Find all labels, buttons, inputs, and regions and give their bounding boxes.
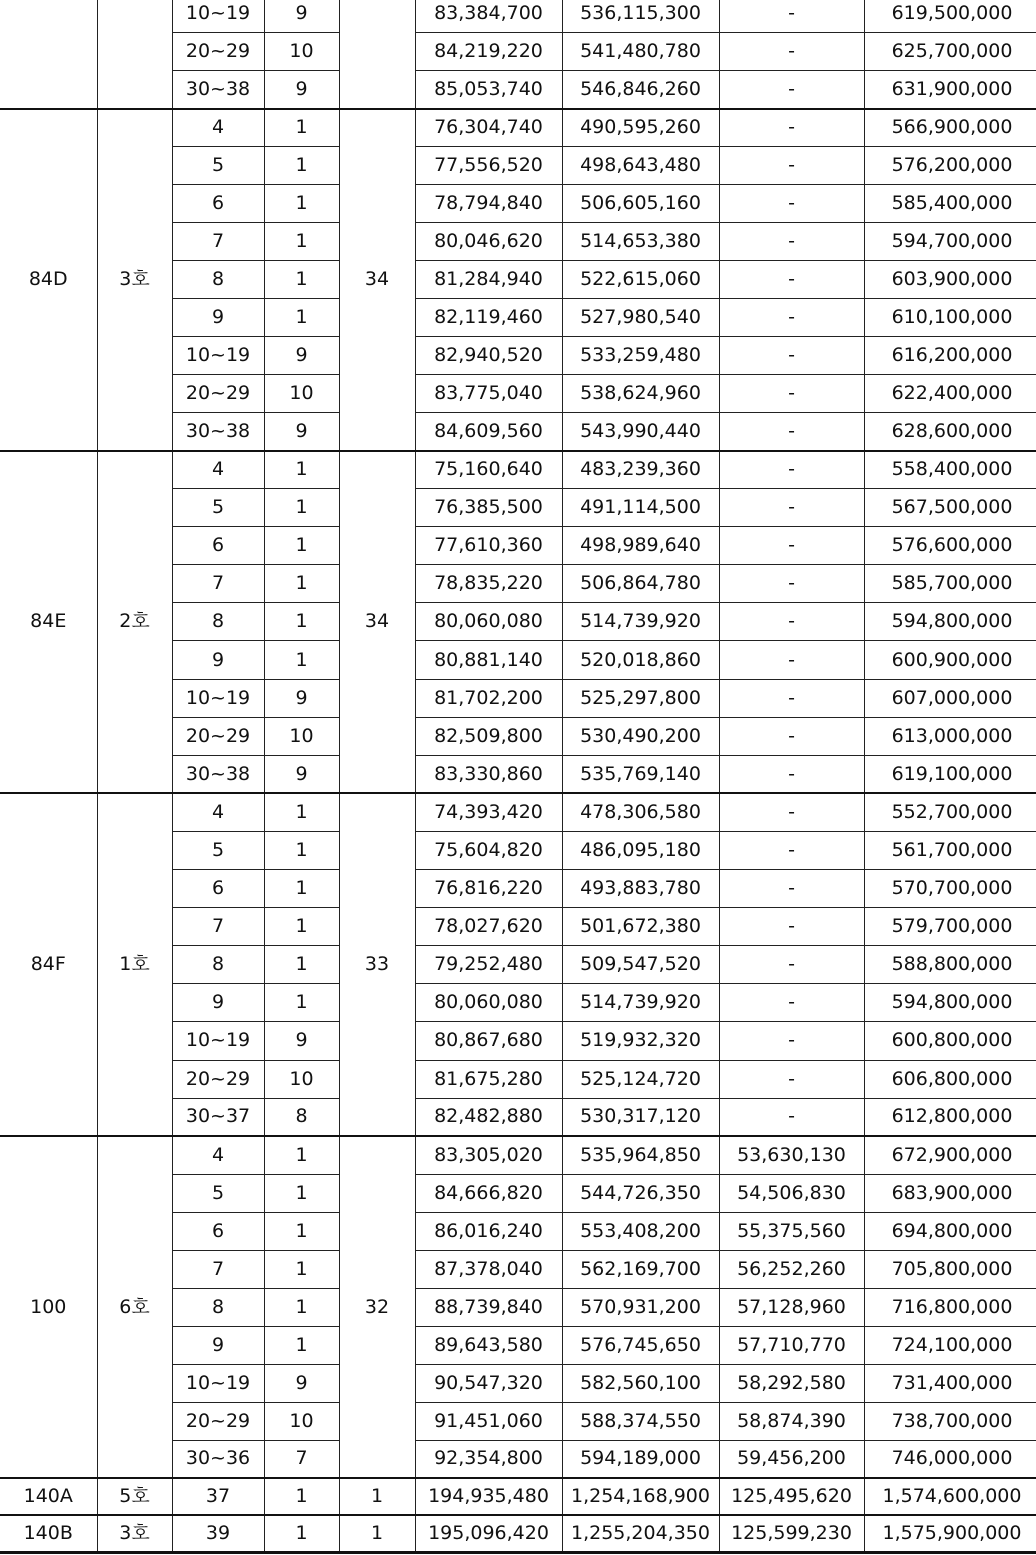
total-price-cell: 594,700,000 (864, 223, 1036, 261)
total-price-cell: 585,400,000 (864, 185, 1036, 223)
group-total-cell: 34 (339, 109, 415, 451)
building-price-cell: 553,408,200 (562, 1212, 719, 1250)
building-price-cell: 522,615,060 (562, 261, 719, 299)
count-cell: 1 (264, 223, 339, 261)
floor-cell: 8 (172, 261, 264, 299)
count-cell: 8 (264, 1098, 339, 1136)
land-price-cell: 77,556,520 (415, 147, 562, 185)
count-cell: 1 (264, 831, 339, 869)
total-price-cell: 558,400,000 (864, 451, 1036, 489)
count-cell: 1 (264, 109, 339, 147)
count-cell: 1 (264, 451, 339, 489)
count-cell: 1 (264, 261, 339, 299)
count-cell: 7 (264, 1440, 339, 1478)
vat-cell: - (719, 603, 864, 641)
vat-cell: - (719, 946, 864, 984)
total-price-cell: 613,000,000 (864, 717, 1036, 755)
unit-type-cell: 140B (0, 1515, 97, 1552)
building-price-cell: 588,374,550 (562, 1402, 719, 1440)
total-price-cell: 628,600,000 (864, 413, 1036, 451)
count-cell: 9 (264, 755, 339, 793)
land-price-cell: 80,867,680 (415, 1022, 562, 1060)
building-price-cell: 1,255,204,350 (562, 1515, 719, 1552)
floor-cell: 30~38 (172, 755, 264, 793)
building-price-cell: 536,115,300 (562, 0, 719, 33)
land-price-cell: 84,219,220 (415, 33, 562, 71)
building-price-cell: 514,653,380 (562, 223, 719, 261)
building-price-cell: 514,739,920 (562, 984, 719, 1022)
building-price-cell: 533,259,480 (562, 337, 719, 375)
count-cell: 1 (264, 1288, 339, 1326)
building-price-cell: 520,018,860 (562, 641, 719, 679)
count-cell: 1 (264, 1326, 339, 1364)
floor-cell: 7 (172, 1250, 264, 1288)
land-price-cell: 92,354,800 (415, 1440, 562, 1478)
building-price-cell: 525,297,800 (562, 679, 719, 717)
table-row (0, 0, 1036, 33)
table-row (0, 1515, 1036, 1552)
land-price-cell: 86,016,240 (415, 1212, 562, 1250)
total-price-cell: 576,600,000 (864, 527, 1036, 565)
floor-cell: 10~19 (172, 679, 264, 717)
land-price-cell: 80,881,140 (415, 641, 562, 679)
land-price-cell: 78,794,840 (415, 185, 562, 223)
table-row (0, 451, 1036, 489)
land-price-cell: 83,775,040 (415, 375, 562, 413)
floor-cell: 8 (172, 1288, 264, 1326)
land-price-cell: 83,330,860 (415, 755, 562, 793)
floor-cell: 10~19 (172, 1022, 264, 1060)
building-price-cell: 506,605,160 (562, 185, 719, 223)
total-price-cell: 610,100,000 (864, 299, 1036, 337)
total-price-cell: 603,900,000 (864, 261, 1036, 299)
vat-cell: - (719, 565, 864, 603)
building-price-cell: 543,990,440 (562, 413, 719, 451)
total-price-cell: 576,200,000 (864, 147, 1036, 185)
floor-cell: 7 (172, 565, 264, 603)
count-cell: 1 (264, 793, 339, 831)
group-total-cell: 32 (339, 1136, 415, 1478)
floor-cell: 20~29 (172, 375, 264, 413)
unit-type-cell: 140A (0, 1478, 97, 1515)
total-price-cell: 612,800,000 (864, 1098, 1036, 1136)
building-price-cell: 498,989,640 (562, 527, 719, 565)
vat-cell: - (719, 1098, 864, 1136)
count-cell: 1 (264, 527, 339, 565)
vat-cell: - (719, 793, 864, 831)
floor-cell: 6 (172, 1212, 264, 1250)
building-price-cell: 509,547,520 (562, 946, 719, 984)
count-cell: 9 (264, 1022, 339, 1060)
table-row (0, 793, 1036, 831)
floor-cell: 10~19 (172, 337, 264, 375)
land-price-cell: 81,675,280 (415, 1060, 562, 1098)
floor-cell: 10~19 (172, 1364, 264, 1402)
floor-cell: 5 (172, 831, 264, 869)
unit-line-cell: 2호 (97, 451, 172, 794)
building-price-cell: 530,317,120 (562, 1098, 719, 1136)
land-price-cell: 74,393,420 (415, 793, 562, 831)
floor-cell: 30~36 (172, 1440, 264, 1478)
vat-cell: 57,128,960 (719, 1288, 864, 1326)
group-total-cell: 1 (339, 1478, 415, 1515)
vat-cell: 58,292,580 (719, 1364, 864, 1402)
vat-cell: - (719, 1022, 864, 1060)
count-cell: 9 (264, 679, 339, 717)
count-cell: 10 (264, 717, 339, 755)
floor-cell: 4 (172, 1136, 264, 1174)
floor-cell: 30~38 (172, 413, 264, 451)
vat-cell: - (719, 870, 864, 908)
total-price-cell: 705,800,000 (864, 1250, 1036, 1288)
building-price-cell: 514,739,920 (562, 603, 719, 641)
land-price-cell: 78,027,620 (415, 908, 562, 946)
total-price-cell: 1,575,900,000 (864, 1515, 1036, 1552)
unit-type-cell: 84D (0, 109, 97, 451)
total-price-cell: 594,800,000 (864, 984, 1036, 1022)
floor-cell: 20~29 (172, 717, 264, 755)
vat-cell: - (719, 223, 864, 261)
table-row (0, 109, 1036, 147)
building-price-cell: 491,114,500 (562, 489, 719, 527)
floor-cell: 7 (172, 223, 264, 261)
floor-cell: 8 (172, 946, 264, 984)
land-price-cell: 81,702,200 (415, 679, 562, 717)
vat-cell: - (719, 33, 864, 71)
building-price-cell: 519,932,320 (562, 1022, 719, 1060)
land-price-cell: 84,609,560 (415, 413, 562, 451)
building-price-cell: 527,980,540 (562, 299, 719, 337)
floor-cell: 30~37 (172, 1098, 264, 1136)
vat-cell: - (719, 451, 864, 489)
building-price-cell: 538,624,960 (562, 375, 719, 413)
count-cell: 1 (264, 1136, 339, 1174)
vat-cell: - (719, 1060, 864, 1098)
floor-cell: 39 (172, 1515, 264, 1552)
count-cell: 1 (264, 641, 339, 679)
land-price-cell: 82,940,520 (415, 337, 562, 375)
floor-cell: 6 (172, 185, 264, 223)
count-cell: 1 (264, 565, 339, 603)
total-price-cell: 585,700,000 (864, 565, 1036, 603)
count-cell: 1 (264, 299, 339, 337)
total-price-cell: 579,700,000 (864, 908, 1036, 946)
count-cell: 1 (264, 185, 339, 223)
group-total-cell (339, 0, 415, 109)
floor-cell: 30~38 (172, 71, 264, 109)
building-price-cell: 576,745,650 (562, 1326, 719, 1364)
vat-cell: - (719, 908, 864, 946)
building-price-cell: 493,883,780 (562, 870, 719, 908)
land-price-cell: 82,119,460 (415, 299, 562, 337)
land-price-cell: 90,547,320 (415, 1364, 562, 1402)
building-price-cell: 486,095,180 (562, 831, 719, 869)
vat-cell: 125,495,620 (719, 1478, 864, 1515)
total-price-cell: 683,900,000 (864, 1174, 1036, 1212)
building-price-cell: 535,769,140 (562, 755, 719, 793)
unit-line-cell: 5호 (97, 1478, 172, 1515)
group-total-cell: 33 (339, 793, 415, 1136)
total-price-cell: 716,800,000 (864, 1288, 1036, 1326)
vat-cell: 55,375,560 (719, 1212, 864, 1250)
floor-cell: 5 (172, 1174, 264, 1212)
floor-cell: 9 (172, 299, 264, 337)
land-price-cell: 77,610,360 (415, 527, 562, 565)
count-cell: 1 (264, 1212, 339, 1250)
building-price-cell: 525,124,720 (562, 1060, 719, 1098)
floor-cell: 5 (172, 489, 264, 527)
vat-cell: - (719, 0, 864, 33)
vat-cell: - (719, 71, 864, 109)
total-price-cell: 622,400,000 (864, 375, 1036, 413)
floor-cell: 4 (172, 451, 264, 489)
building-price-cell: 1,254,168,900 (562, 1478, 719, 1515)
group-total-cell: 34 (339, 451, 415, 794)
building-price-cell: 490,595,260 (562, 109, 719, 147)
land-price-cell: 85,053,740 (415, 71, 562, 109)
floor-cell: 5 (172, 147, 264, 185)
vat-cell: 56,252,260 (719, 1250, 864, 1288)
floor-cell: 6 (172, 870, 264, 908)
land-price-cell: 89,643,580 (415, 1326, 562, 1364)
count-cell: 1 (264, 1478, 339, 1515)
vat-cell: - (719, 413, 864, 451)
total-price-cell: 600,800,000 (864, 1022, 1036, 1060)
building-price-cell: 582,560,100 (562, 1364, 719, 1402)
floor-cell: 10~19 (172, 0, 264, 33)
vat-cell: - (719, 337, 864, 375)
count-cell: 1 (264, 946, 339, 984)
vat-cell: - (719, 984, 864, 1022)
count-cell: 9 (264, 337, 339, 375)
floor-cell: 7 (172, 908, 264, 946)
total-price-cell: 600,900,000 (864, 641, 1036, 679)
land-price-cell: 80,046,620 (415, 223, 562, 261)
count-cell: 9 (264, 0, 339, 33)
total-price-cell: 570,700,000 (864, 870, 1036, 908)
count-cell: 1 (264, 489, 339, 527)
total-price-cell: 694,800,000 (864, 1212, 1036, 1250)
count-cell: 1 (264, 870, 339, 908)
unit-line-cell: 6호 (97, 1136, 172, 1478)
floor-cell: 8 (172, 603, 264, 641)
count-cell: 10 (264, 375, 339, 413)
count-cell: 1 (264, 908, 339, 946)
vat-cell: 58,874,390 (719, 1402, 864, 1440)
land-price-cell: 91,451,060 (415, 1402, 562, 1440)
land-price-cell: 84,666,820 (415, 1174, 562, 1212)
land-price-cell: 80,060,080 (415, 984, 562, 1022)
vat-cell: - (719, 299, 864, 337)
unit-line-cell: 3호 (97, 109, 172, 451)
building-price-cell: 570,931,200 (562, 1288, 719, 1326)
unit-line-cell: 3호 (97, 1515, 172, 1552)
land-price-cell: 81,284,940 (415, 261, 562, 299)
unit-type-cell: 84E (0, 451, 97, 794)
unit-type-cell: 84F (0, 793, 97, 1136)
total-price-cell: 606,800,000 (864, 1060, 1036, 1098)
land-price-cell: 78,835,220 (415, 565, 562, 603)
total-price-cell: 567,500,000 (864, 489, 1036, 527)
floor-cell: 9 (172, 984, 264, 1022)
land-price-cell: 79,252,480 (415, 946, 562, 984)
vat-cell: - (719, 527, 864, 565)
floor-cell: 9 (172, 641, 264, 679)
vat-cell: 53,630,130 (719, 1136, 864, 1174)
count-cell: 1 (264, 603, 339, 641)
total-price-cell: 738,700,000 (864, 1402, 1036, 1440)
building-price-cell: 541,480,780 (562, 33, 719, 71)
total-price-cell: 552,700,000 (864, 793, 1036, 831)
building-price-cell: 483,239,360 (562, 451, 719, 489)
floor-cell: 9 (172, 1326, 264, 1364)
unit-type-cell: 100 (0, 1136, 97, 1478)
vat-cell: 57,710,770 (719, 1326, 864, 1364)
floor-cell: 4 (172, 109, 264, 147)
count-cell: 1 (264, 1250, 339, 1288)
vat-cell: - (719, 717, 864, 755)
building-price-cell: 594,189,000 (562, 1440, 719, 1478)
count-cell: 1 (264, 1515, 339, 1552)
total-price-cell: 672,900,000 (864, 1136, 1036, 1174)
count-cell: 1 (264, 1174, 339, 1212)
floor-cell: 20~29 (172, 1402, 264, 1440)
vat-cell: - (719, 641, 864, 679)
total-price-cell: 631,900,000 (864, 71, 1036, 109)
building-price-cell: 478,306,580 (562, 793, 719, 831)
total-price-cell: 746,000,000 (864, 1440, 1036, 1478)
vat-cell: 59,456,200 (719, 1440, 864, 1478)
table-row (0, 1478, 1036, 1515)
vat-cell: - (719, 109, 864, 147)
total-price-cell: 1,574,600,000 (864, 1478, 1036, 1515)
building-price-cell: 544,726,350 (562, 1174, 719, 1212)
vat-cell: - (719, 831, 864, 869)
unit-type-cell (0, 0, 97, 109)
count-cell: 10 (264, 1402, 339, 1440)
total-price-cell: 561,700,000 (864, 831, 1036, 869)
land-price-cell: 194,935,480 (415, 1478, 562, 1515)
building-price-cell: 530,490,200 (562, 717, 719, 755)
land-price-cell: 76,304,740 (415, 109, 562, 147)
table-row (0, 1136, 1036, 1174)
floor-cell: 20~29 (172, 33, 264, 71)
vat-cell: - (719, 185, 864, 223)
vat-cell: - (719, 679, 864, 717)
floor-cell: 20~29 (172, 1060, 264, 1098)
unit-line-cell (97, 0, 172, 109)
total-price-cell: 731,400,000 (864, 1364, 1036, 1402)
land-price-cell: 88,739,840 (415, 1288, 562, 1326)
building-price-cell: 498,643,480 (562, 147, 719, 185)
count-cell: 1 (264, 147, 339, 185)
vat-cell: - (719, 755, 864, 793)
total-price-cell: 625,700,000 (864, 33, 1036, 71)
vat-cell: 125,599,230 (719, 1515, 864, 1552)
building-price-cell: 546,846,260 (562, 71, 719, 109)
vat-cell: - (719, 489, 864, 527)
total-price-cell: 619,500,000 (864, 0, 1036, 33)
building-price-cell: 562,169,700 (562, 1250, 719, 1288)
land-price-cell: 87,378,040 (415, 1250, 562, 1288)
count-cell: 9 (264, 71, 339, 109)
total-price-cell: 588,800,000 (864, 946, 1036, 984)
count-cell: 1 (264, 984, 339, 1022)
land-price-cell: 80,060,080 (415, 603, 562, 641)
total-price-cell: 616,200,000 (864, 337, 1036, 375)
total-price-cell: 594,800,000 (864, 603, 1036, 641)
land-price-cell: 83,305,020 (415, 1136, 562, 1174)
count-cell: 10 (264, 33, 339, 71)
vat-cell: - (719, 147, 864, 185)
building-price-cell: 535,964,850 (562, 1136, 719, 1174)
floor-cell: 6 (172, 527, 264, 565)
vat-cell: 54,506,830 (719, 1174, 864, 1212)
land-price-cell: 83,384,700 (415, 0, 562, 33)
land-price-cell: 82,509,800 (415, 717, 562, 755)
land-price-cell: 195,096,420 (415, 1515, 562, 1552)
floor-cell: 4 (172, 793, 264, 831)
building-price-cell: 501,672,380 (562, 908, 719, 946)
vat-cell: - (719, 375, 864, 413)
land-price-cell: 82,482,880 (415, 1098, 562, 1136)
total-price-cell: 724,100,000 (864, 1326, 1036, 1364)
group-total-cell: 1 (339, 1515, 415, 1552)
vat-cell: - (719, 261, 864, 299)
total-price-cell: 619,100,000 (864, 755, 1036, 793)
land-price-cell: 76,816,220 (415, 870, 562, 908)
count-cell: 9 (264, 1364, 339, 1402)
building-price-cell: 506,864,780 (562, 565, 719, 603)
count-cell: 9 (264, 413, 339, 451)
total-price-cell: 607,000,000 (864, 679, 1036, 717)
total-price-cell: 566,900,000 (864, 109, 1036, 147)
count-cell: 10 (264, 1060, 339, 1098)
unit-line-cell: 1호 (97, 793, 172, 1136)
land-price-cell: 75,160,640 (415, 451, 562, 489)
floor-cell: 37 (172, 1478, 264, 1515)
land-price-cell: 75,604,820 (415, 831, 562, 869)
land-price-cell: 76,385,500 (415, 489, 562, 527)
